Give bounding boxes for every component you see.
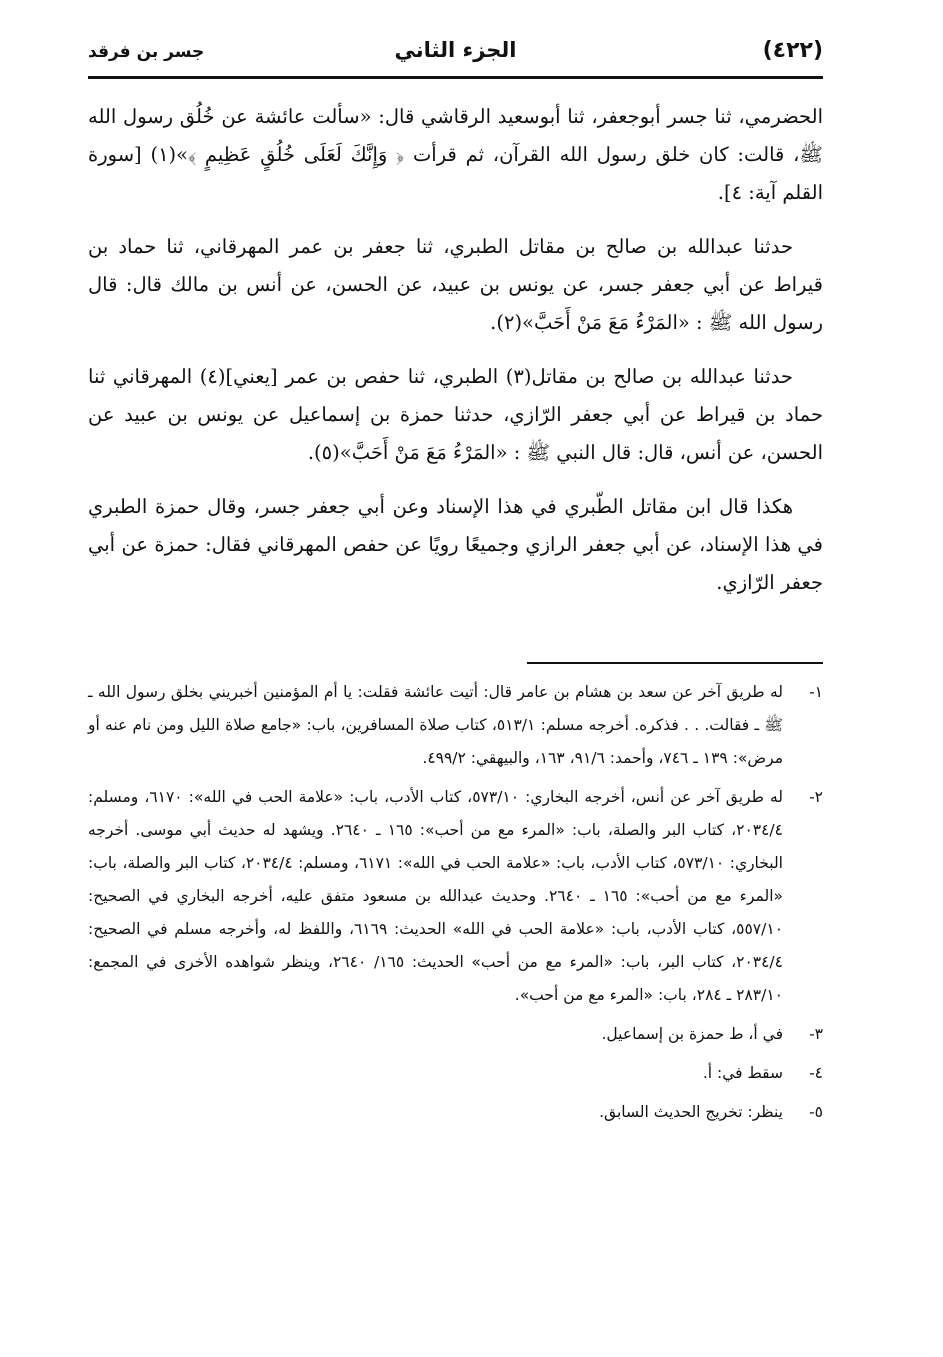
footnote-number: ٥- bbox=[809, 1103, 823, 1121]
footnote-text: له طريق آخر عن سعد بن هشام بن عامر قال: أتيت عائشة فقلت: يا أم المؤمنين أخبريني بخلق رسول الله ـ ﷺ ـ فقالت. . . فذكره. أخرجه مسلم: ٥١٣/١، كتاب صلاة المسافرين، باب: «جامع صلاة الليل ومن نام عنه أو مرض»: ١٣٩ ـ ٧٤٦، وأحمد: ٩١/٦، ١٦٣، والبيهقي: ٤٩٩/٢. bbox=[88, 683, 783, 767]
footnotes bbox=[88, 676, 823, 1135]
paragraph: حدثنا عبدالله بن صالح بن مقاتل الطبري، ثنا جعفر بن عمر المهرقاني، ثنا حماد بن قيراط عن أبي جعفر جسر، عن يونس بن عبيد، عن الحسن، عن أنس بن مالك قال: قال رسول الله ﷺ : «المَرْءُ مَعَ مَنْ أَحَبَّ»(٢). bbox=[88, 235, 823, 334]
footnote bbox=[88, 676, 823, 775]
footnote bbox=[88, 781, 823, 1012]
main-text bbox=[88, 98, 823, 618]
paragraph: هكذا قال ابن مقاتل الطّبري في هذا الإسناد وعن أبي جعفر جسر، وقال حمزة الطبري في هذا الإسناد، عن أبي جعفر الرازي وجميعًا رويًا عن حفص المهرقاني فقال: حمزة عن أبي جعفر الرّازي. bbox=[88, 495, 823, 594]
footnote-text: ينظر: تخريج الحديث السابق. bbox=[599, 1103, 783, 1121]
part-title: الجزء الثاني bbox=[394, 38, 517, 62]
footnote bbox=[88, 1096, 823, 1129]
footnote bbox=[88, 1018, 823, 1051]
running-title: جسر بن فرقد bbox=[88, 42, 205, 62]
paragraph: حدثنا عبدالله بن صالح بن مقاتل(٣) الطبري، ثنا حفص بن عمر [يعني](٤) المهرقاني ثنا حماد بن قيراط عن أبي جعفر الرّازي، حدثنا حمزة بن إسماعيل عن يونس بن عبيد عن الحسن، عن أنس، قال: قال النبي ﷺ : «المَرْءُ مَعَ مَنْ أَحَبَّ»(٥). bbox=[88, 365, 823, 464]
footnote-number: ٢- bbox=[809, 788, 823, 806]
paragraph: الحضرمي، ثنا جسر أبوجعفر، ثنا أبوسعيد الرقاشي قال: «سألت عائشة عن خُلُق رسول الله ﷺ، قالت: كان خلق رسول الله القرآن، ثم قرأت ﴿ وَإِنَّكَ لَعَلَى خُلُقٍ عَظِيمٍ ﴾»(١) [سورة القلم آية: ٤]. bbox=[88, 105, 823, 204]
page-number: (٤٢٢) bbox=[762, 38, 823, 63]
footnote bbox=[88, 1057, 823, 1090]
page-header bbox=[88, 30, 823, 76]
footnote-separator bbox=[527, 662, 823, 664]
footnote-text: في أ، ط حمزة بن إسماعيل. bbox=[601, 1025, 783, 1043]
footnote-text: سقط في: أ. bbox=[702, 1064, 783, 1082]
footnote-number: ٣- bbox=[809, 1025, 823, 1043]
header-rule bbox=[88, 76, 823, 79]
footnote-number: ٤- bbox=[809, 1064, 823, 1082]
footnote-text: له طريق آخر عن أنس، أخرجه البخاري: ٥٧٣/١٠، كتاب الأدب، باب: «علامة الحب في الله»: ٦١٧٠، ومسلم: ٢٠٣٤/٤، كتاب البر والصلة، باب: «المرء مع من أحب»: ١٦٥ ـ ٢٦٤٠. ويشهد له حديث أبي موسى. أخرجه البخاري: ٥٧٣/١٠، كتاب الأدب، باب: «علامة الحب في الله»: ٦١٧١، ومسلم: ٢٠٣٤/٤، كتاب البر والصلة، باب: «المرء مع من أحب»: ١٦٥ ـ ٢٦٤٠. وحديث عبدالله بن مسعود متفق عليه، أخرجه البخاري في الصحيح: ٥٥٧/١٠، كتاب الأدب، باب: «علامة الحب في الله» الحديث: ٦١٦٩، واللفظ له، وأخرجه مسلم في الصحيح: ٢٠٣٤/٤، كتاب البر، باب: «المرء مع من أحب» الحديث: ١٦٥/ ٢٦٤٠، وينظر شواهده الأخرى في المجمع: ٢٨٣/١٠ ـ ٢٨٤، باب: «المرء مع من أحب». bbox=[88, 788, 783, 1004]
footnote-number: ١- bbox=[809, 683, 823, 701]
